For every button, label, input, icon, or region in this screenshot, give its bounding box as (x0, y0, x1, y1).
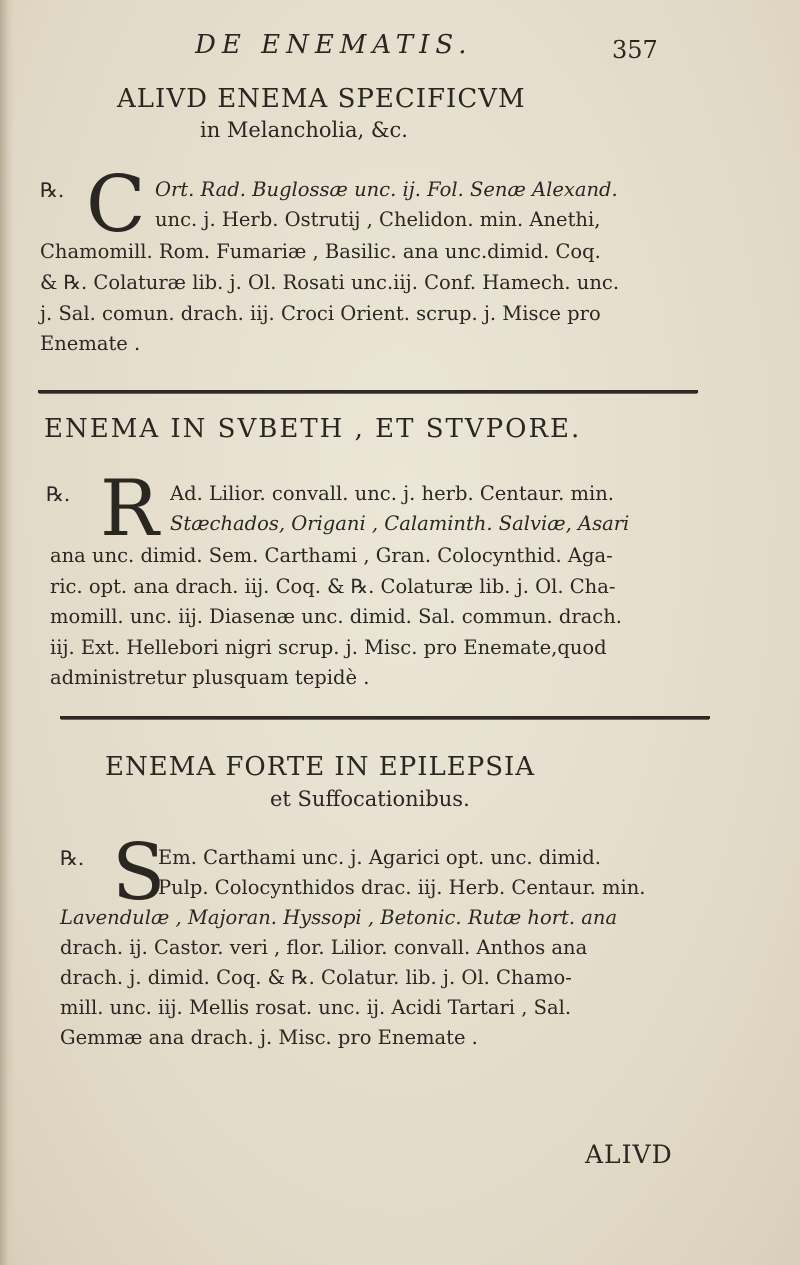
text-line: drach. ij. Castor. veri , flor. Lilior. convall. Anthos ana (60, 936, 588, 959)
text-line: Lavendulæ , Majoran. Hyssopi , Betonic. Rutæ hort. ana (60, 906, 618, 929)
text-line: Ad. Lilior. convall. unc. j. herb. Centaur. min. (170, 482, 614, 505)
text-line: mill. unc. iij. Mellis rosat. unc. ij. Acidi Tartari , Sal. (60, 996, 572, 1019)
text-line: administretur plusquam tepidè . (50, 666, 370, 689)
text-line: Em. Carthami unc. j. Agarici opt. unc. dimid. (158, 846, 601, 869)
text-line: momill. unc. iij. Diasenæ unc. dimid. Sal. commun. drach. (50, 605, 622, 628)
text-line: iij. Ext. Hellebori nigri scrup. j. Misc. pro Enemate,quod (50, 636, 607, 659)
text-line: Chamomill. Rom. Fumariæ , Basilic. ana unc.dimid. Coq. (40, 240, 601, 263)
text-line: Ort. Rad. Buglossæ unc. ij. Fol. Senæ Alexand. (155, 178, 618, 201)
text-line: ana unc. dimid. Sem. Carthami , Gran. Colocynthid. Aga- (50, 544, 613, 567)
text-line: drach. j. dimid. Coq. & ℞. Colatur. lib. j. Ol. Chamo- (60, 966, 572, 989)
page-edge-shadow (0, 0, 14, 1265)
section2-title: ENEMA IN SVBETH , ET STVPORE. (44, 414, 582, 444)
text-line: Gemmæ ana drach. j. Misc. pro Enemate . (60, 1026, 478, 1049)
recipe-symbol: ℞. (40, 178, 65, 202)
recipe-symbol: ℞. (60, 846, 85, 870)
recipe-symbol: ℞. (46, 482, 71, 506)
section3-title: ENEMA FORTE IN EPILEPSIA (105, 752, 536, 782)
text-line: Enemate . (40, 332, 141, 355)
section3-subtitle: et Suffocationibus. (270, 787, 470, 811)
section1-title: ALIVD ENEMA SPECIFICVM (117, 84, 526, 114)
drop-capital: R (100, 464, 159, 554)
text-line: & ℞. Colaturæ lib. j. Ol. Rosati unc.iij. Conf. Hamech. unc. (40, 271, 620, 294)
text-line: ric. opt. ana drach. iij. Coq. & ℞. Colaturæ lib. j. Ol. Cha- (50, 575, 616, 598)
text-line: Pulp. Colocynthidos drac. iij. Herb. Centaur. min. (158, 876, 646, 899)
divider-rule (60, 716, 710, 719)
divider-rule (38, 390, 698, 393)
page-number: 357 (612, 36, 658, 64)
text-line: j. Sal. comun. drach. iij. Croci Orient. scrup. j. Misce pro (40, 302, 601, 325)
section1-subtitle: in Melancholia, &c. (200, 118, 408, 142)
running-title: DE ENEMATIS. (195, 30, 473, 60)
drop-capital: C (86, 160, 146, 250)
text-line: Stæchados, Origani , Calaminth. Salviæ, Asari (170, 512, 630, 535)
catchword: ALIVD (585, 1140, 673, 1169)
drop-capital: S (112, 828, 166, 918)
text-line: unc. j. Herb. Ostrutij , Chelidon. min. Anethi, (155, 208, 601, 231)
